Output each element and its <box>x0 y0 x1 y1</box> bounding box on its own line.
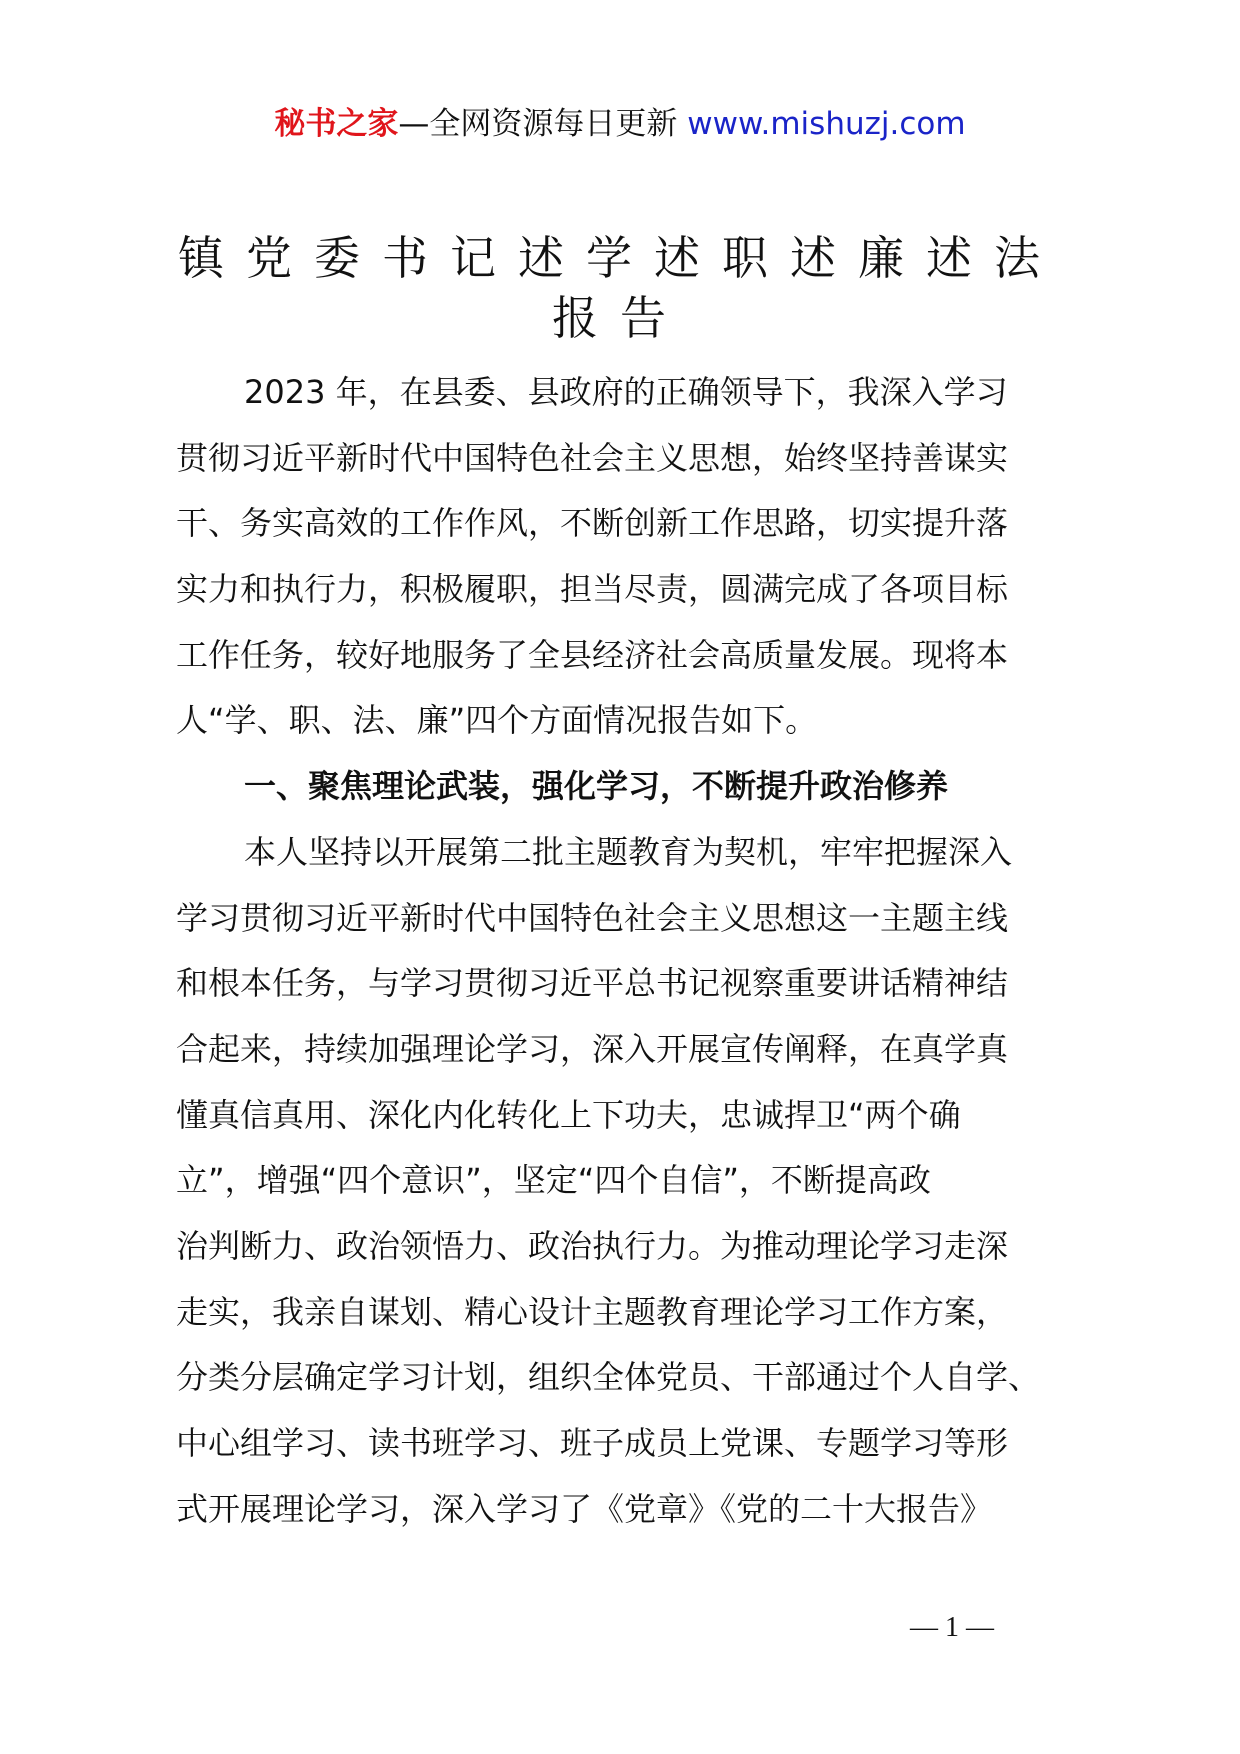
paragraph-line: 中心组学习、读书班学习、班子成员上党课、专题学习等形 <box>176 1424 1009 1462</box>
paragraph-line: 2023 年，在县委、县政府的正确领导下，我深入学习 <box>244 373 1008 411</box>
paragraph-line: 治判断力、政治领悟力、政治执行力。为推动理论学习走深 <box>176 1226 1009 1265</box>
paragraph-line: 和根本任务，与学习贯彻习近平总书记视察重要讲话精神结 <box>176 964 1009 1003</box>
section-heading: 一、聚焦理论武装，强化学习，不断提升政治修养 <box>244 767 949 806</box>
title-line-1: 镇党委书记述学述职述廉述法 <box>178 231 1062 285</box>
paragraph-line: 贯彻习近平新时代中国特色社会主义思想，始终坚持善谋实 <box>176 438 1009 477</box>
header-tagline: —全网资源每日更新 <box>398 106 688 142</box>
title-line-2: 报告 <box>552 291 688 345</box>
paragraph-line: 干、务实高效的工作作风，不断创新工作思路，切实提升落 <box>176 504 1009 543</box>
site-url-link[interactable]: www.mishuzj.com <box>687 106 966 142</box>
page-number: — 1 — <box>910 1612 994 1643</box>
paragraph-line: 学习贯彻习近平新时代中国特色社会主义思想这一主题主线 <box>176 898 1009 937</box>
paragraph-line: 式开展理论学习，深入学习了《党章》《党的二十大报告》 <box>176 1489 993 1528</box>
paragraph-line: 实力和执行力，积极履职，担当尽责，圆满完成了各项目标 <box>176 570 1009 609</box>
brand-name: 秘书之家 <box>274 106 399 142</box>
paragraph-line: 分类分层确定学习计划，组织全体党员、干部通过个人自学、 <box>176 1358 1041 1397</box>
paragraph-line: 工作任务，较好地服务了全县经济社会高质量发展。现将本 <box>176 635 1009 674</box>
paragraph-line: 懂真信真用、深化内化转化上下功夫，忠诚捍卫“两个确 <box>176 1095 961 1134</box>
paragraph-line: 本人坚持以开展第二批主题教育为契机，牢牢把握深入 <box>244 832 1013 871</box>
paragraph-line: 走实，我亲自谋划、精心设计主题教育理论学习工作方案， <box>176 1292 1009 1331</box>
document-title <box>170 228 1070 348</box>
paragraph-line: 人“学、职、法、廉”四个方面情况报告如下。 <box>176 701 818 740</box>
paragraph-line: 立”，增强“四个意识”，坚定“四个自信”，不断提高政 <box>176 1161 931 1200</box>
document-body <box>176 360 1076 1542</box>
paragraph-line: 合起来，持续加强理论学习，深入开展宣传阐释，在真学真 <box>176 1029 1009 1068</box>
site-header <box>0 100 1240 148</box>
